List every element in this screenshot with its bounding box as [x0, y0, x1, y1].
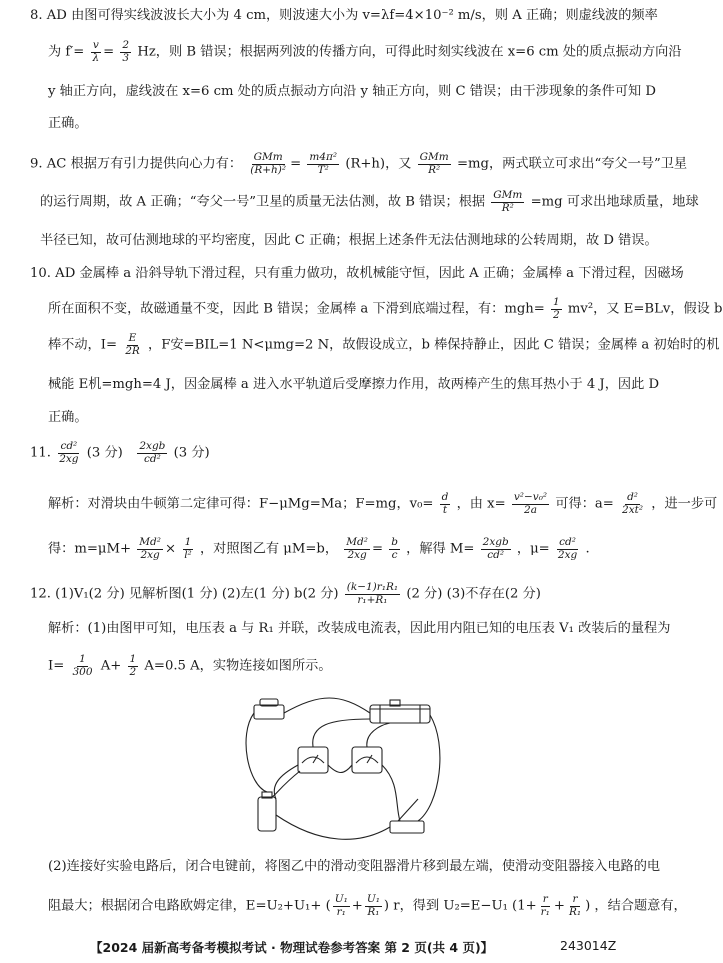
numerator: 2xgb: [482, 536, 509, 548]
q8-line2: 为 f′= $\frac{v}{\lambda}$ = $\frac{2}{3}$ Hz，则 B 错误；根据两列波的传播方向，可得此时刻实线波在 x=6 cm 处的质点振动方向沿: [48, 39, 682, 64]
q9-line2: [40, 190, 699, 214]
denominator: 2: [129, 665, 137, 678]
fraction: [440, 492, 451, 516]
text-run: ，F安=BIL=1 N<μmg=2 N，故假设成立，b 棒保持静止，因此 C 错误；金属棒 a 初始时的机: [148, 337, 720, 353]
q10-line5: 正确。: [48, 410, 88, 425]
q9-line1: 9. AC 根据万有引力提供向心力有： $\frac{\text{GMm}}{\text{(R+h)²}}$ = $\frac{\text{m4π²}}{\text{T²}}$ (R+h)，又 $\frac{\text{GMm}}{\text{R²}}$ =mg，两式联立可求出“夸父一号”卫星: [30, 151, 688, 176]
fraction: [70, 654, 94, 678]
denominator: R₁: [367, 905, 380, 918]
numerator: b: [391, 536, 398, 548]
q8-line3: y 轴正方向，虚线波在 x=6 cm 处的质点振动方向沿 y 轴正方向，则 C 错误；由干涉现象的条件可知 D: [48, 84, 656, 99]
fraction: [481, 537, 511, 561]
text-run: (R+h)，又: [345, 156, 412, 172]
numerator: GMm: [419, 151, 449, 163]
denominator: λ: [92, 51, 100, 64]
battery: [258, 797, 276, 831]
fraction: [512, 492, 549, 516]
numerator: 2: [122, 39, 130, 51]
numerator: Md²: [346, 536, 368, 548]
numerator: E: [128, 332, 137, 344]
q10-line3: [48, 333, 719, 357]
text-run: ，解得 M=: [406, 541, 475, 557]
text-run: (2 分) (3)不存在(2 分): [406, 586, 541, 602]
circuit-diagram: [240, 695, 450, 850]
numerator: 2xgb: [139, 440, 166, 452]
text-run: r，得到 U₂=E−U₁: [393, 898, 508, 914]
q10-line1: 10. AD 金属棒 a 沿斜导轨下滑过程，只有重力做功，故机械能守恒，因此 A 正确；金属棒 a 下滑过程，因磁场: [30, 266, 684, 281]
text-run: ，对照图乙有 μM=b，: [199, 541, 339, 557]
text-run: (3 分): [173, 445, 210, 461]
denominator: 2R: [125, 344, 140, 357]
numerator: GMm: [253, 151, 283, 163]
denominator: 2: [553, 308, 560, 321]
text-run: (3 分): [86, 445, 123, 461]
numerator: 1: [553, 296, 560, 308]
fraction: [620, 492, 645, 516]
text-run: 所在面积不变，故磁通量不变，因此 B 错误；金属棒 a 下滑到底端过程，有：mgh=: [48, 301, 545, 317]
numerator: cd²: [60, 440, 78, 452]
denominator: 2a: [524, 503, 537, 516]
text-run: .: [585, 541, 590, 557]
denominator: cd²: [143, 452, 161, 465]
text-run: 阻最大；根据闭合电路欧姆定律，E=U₂+U₁+: [48, 898, 322, 914]
q12-answer: [30, 582, 541, 606]
fraction: [551, 297, 562, 321]
denominator: R²: [501, 201, 514, 214]
fraction: [491, 190, 524, 214]
text-run: ，μ=: [516, 541, 550, 557]
numerator: v²−v₀²: [513, 491, 548, 503]
numerator: Md²: [139, 536, 161, 548]
q10-line4: 械能 E机=mgh=4 J，因金属棒 a 进入水平轨道后受摩擦力作用，故两棒产生的焦耳热小于 4 J，因此 D: [48, 377, 660, 392]
text-run: mv²，又 E=BLv，假设 b: [567, 301, 723, 317]
fraction: [389, 537, 400, 561]
numerator: (k−1)r₁R₁: [346, 581, 399, 593]
numerator: 1: [184, 536, 192, 548]
denominator: 2xt²: [622, 503, 644, 516]
fraction: [120, 40, 131, 64]
q12-part2-line1: (2)连接好实验电路后，闭合电键前，将图乙中的滑动变阻器滑片移到最左端，使滑动变阻器接入电路的电: [48, 859, 661, 874]
fraction: [345, 582, 400, 606]
numerator: r: [572, 893, 578, 905]
text-run: 为 f′=: [48, 44, 85, 60]
denominator: r₁: [336, 905, 346, 918]
numerator: r: [542, 893, 548, 905]
text-run: 11.: [30, 445, 51, 461]
text-run: 棒不动，I=: [48, 337, 118, 353]
text-run: Hz，则 B 错误；根据两列波的传播方向，可得此时刻实线波在 x=6 cm 处的质点振动方向沿: [137, 44, 682, 60]
q12-part2-line2: 阻最大；根据闭合电路欧姆定律，E=U₂+U₁+ ( $\frac{\text{U₁}}{\text{r₁}}$ + $\frac{\text{U₁}}{\text{R₁}}$ ) r，得到 U₂=E−U₁ (1+ $\frac{r}{\text{r₁}}$ + $\frac{r}{\text{R₁}}$ ) ，结合题意有，: [48, 893, 687, 918]
rheostat: [370, 705, 430, 723]
footer-code: 243014Z: [560, 938, 617, 953]
denominator: r₁+R₁: [357, 593, 388, 606]
numerator: 1: [129, 653, 137, 665]
fraction: [182, 537, 194, 561]
q12-explain-2: [48, 654, 332, 678]
denominator: 300: [72, 665, 93, 678]
voltmeter-a: [298, 747, 328, 773]
numerator: d²: [627, 491, 639, 503]
q9-line3: 半径已知，故可估测地球的平均密度，因此 C 正确；根据上述条件无法估测地球的公转周期，故 D 错误。: [40, 233, 658, 248]
numerator: cd²: [559, 536, 576, 548]
text-run: 可得：a=: [555, 496, 614, 512]
fraction: [248, 152, 288, 176]
fraction: [137, 441, 167, 465]
fraction: [556, 537, 579, 561]
text-run: I=: [48, 658, 65, 674]
denominator: l²: [184, 548, 192, 561]
voltmeter-b: [352, 747, 382, 773]
text-run: ，结合题意有，: [594, 898, 687, 914]
text-run: ，进一步可: [651, 496, 718, 512]
text-run: 12. (1)V₁(2 分) 见解析图(1 分) (2)左(1 分) b(2 分): [30, 586, 339, 602]
numerator: 1: [79, 653, 86, 665]
resistor-box: [254, 705, 284, 719]
switch: [390, 821, 424, 833]
text-run: 9. AC 根据万有引力提供向心力有：: [30, 156, 243, 172]
q11-explain-1: [48, 492, 717, 516]
denominator: (R+h)²: [250, 163, 287, 176]
numerator: GMm: [493, 189, 523, 201]
fraction: [137, 537, 163, 561]
fraction: [539, 894, 552, 918]
text-run: =mg，两式联立可求出“夸父一号”卫星: [456, 156, 688, 172]
text-run: =mg 可求出地球质量，地球: [530, 194, 699, 210]
text-run: A+: [100, 658, 122, 674]
numerator: U₁: [366, 893, 380, 905]
denominator: cd²: [487, 548, 505, 561]
denominator: 2xg: [557, 548, 578, 561]
denominator: c: [391, 548, 398, 561]
denominator: 2xg: [347, 548, 367, 561]
numerator: U₁: [334, 893, 348, 905]
denominator: 2xg: [59, 452, 79, 465]
text-run: ，由 x=: [456, 496, 506, 512]
fraction: [567, 894, 583, 918]
numerator: d: [441, 491, 449, 503]
numerator: v: [92, 39, 99, 51]
fraction: [365, 894, 382, 918]
q8-line1: 8. AD 由图可得实线波波长大小为 4 cm，则波速大小为 v=λf=4×10⁻² m/s，则 A 正确；则虚线波的频率: [30, 8, 658, 23]
denominator: r₁: [540, 905, 550, 918]
footer-title: 【2024 届新高考备考模拟考试 · 物理试卷参考答案 第 2 页(共 4 页)】: [90, 940, 494, 955]
fraction: [57, 441, 80, 465]
denominator: t: [442, 503, 448, 516]
q11-answer: [30, 441, 210, 465]
q11-explain-2: 得：m=μM+ $\frac{\text{Md²}}{2xg}$ × $\frac{1}{\text{l²}}$ ，对照图乙有 μM=b， $\frac{\text{Md²}}{2xg}$ = $\frac{b}{c}$ ，解得 M= $\frac{\text{2xgb}}{\text{cd²}}$ ，μ= $\frac{\text{cd²}}{2xg}$ .: [48, 536, 590, 561]
denominator: R₁: [568, 905, 582, 918]
fraction: [91, 40, 102, 64]
fraction: [344, 537, 370, 561]
fraction: [307, 152, 339, 176]
fraction: [128, 654, 139, 678]
denominator: 3: [122, 51, 130, 64]
q10-line2: [48, 297, 723, 321]
fraction: [418, 152, 451, 176]
text-run: A=0.5 A，实物连接如图所示。: [144, 658, 332, 674]
text-run: 解析：对滑块由牛顿第二定律可得：F−μMg=Ma；F=mg，v₀=: [48, 496, 434, 512]
text-run: 得：m=μM+: [48, 541, 132, 557]
denominator: T²: [317, 163, 329, 176]
denominator: 2xg: [140, 548, 160, 561]
fraction: [333, 894, 350, 918]
q8-line4: 正确。: [48, 116, 88, 131]
numerator: m4π²: [309, 151, 338, 163]
text-run: 的运行周期，故 A 正确；“夸父一号”卫星的质量无法估测，故 B 错误；根据: [40, 194, 486, 210]
fraction: [123, 333, 142, 357]
denominator: R²: [428, 163, 441, 176]
q12-explain-1: 解析：(1)由图甲可知，电压表 a 与 R₁ 并联，改装成电流表，因此用内阻已知的电压表 V₁ 改装后的量程为: [48, 621, 671, 636]
